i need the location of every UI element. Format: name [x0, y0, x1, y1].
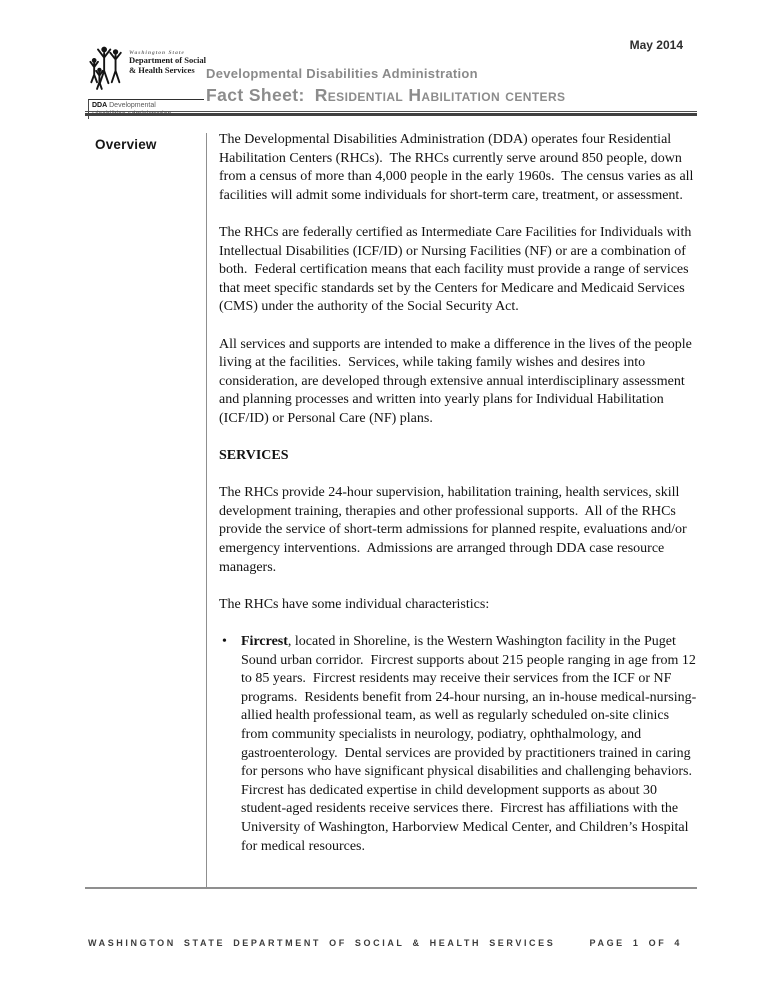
fact-sheet-subject: Residential Habilitation centers	[314, 85, 566, 105]
fircrest-lead: Fircrest	[241, 634, 288, 650]
logo-dept-line1: Department of Social	[129, 55, 206, 65]
logo-dept-line2: & Health Services	[129, 64, 195, 75]
fact-sheet-label: Fact Sheet:	[206, 85, 305, 105]
content-bottom-divider	[85, 887, 697, 889]
fact-sheet-title	[206, 85, 711, 106]
fircrest-text	[241, 634, 699, 854]
logo-dda-line1	[92, 102, 204, 111]
paragraph-services-2: The RHCs have some individual characteristics:	[219, 596, 490, 612]
main-content	[219, 131, 700, 856]
logo-dda-caption	[88, 99, 204, 119]
family-figures-icon	[88, 44, 126, 97]
paragraph-overview-2: The RHCs are federally certified as Intermediate Care Facilities for Individuals with Intellectual Disabilities (ICF/ID) or Nursing Facilities (NF) or are a combination of both. Federal certification means that each facility must provide a range of services that meet specific standards set by the Centers for Medicare and Medicaid Services (CMS) under the authority of the Social Security Act.	[219, 224, 695, 315]
administration-title: Developmental Disabilities Administration	[206, 66, 478, 81]
logo-dda-rest: Developmental	[107, 102, 156, 109]
document-date: May 2014	[629, 38, 683, 52]
logo-dda-abbr: DDA	[92, 102, 108, 109]
paragraph-services-1: The RHCs provide 24-hour supervision, habilitation training, health services, skill development training, therapies and other professional supports. All of the RHCs provide the service of short-term admissions for planned respite, evaluations and/or emergency interventions. Admissions are arranged through DDA case resource managers.	[219, 485, 691, 575]
header-divider	[85, 111, 697, 116]
footer-agency: WASHINGTON STATE DEPARTMENT OF SOCIAL & HEALTH SERVICES	[88, 938, 556, 948]
logo-dda-line2: Disabilities Administration	[92, 110, 172, 118]
dshs-logo	[88, 44, 204, 119]
footer-page-number: PAGE 1 OF 4	[589, 938, 682, 948]
paragraph-overview-1: The Developmental Disabilities Administration (DDA) operates four Residential Habilitation Centers (RHCs). The RHCs currently serve around 850 people, down from a census of more than 4,000 people in the early 1960s. The census varies as all facilities will admit some individuals for short-term care, treatment, or assessment.	[219, 132, 697, 203]
bullet-icon: •	[222, 634, 227, 650]
header-titles	[206, 66, 711, 106]
list-item-fircrest	[219, 633, 700, 856]
services-heading: SERVICES	[219, 448, 289, 464]
logo-state-label: Washington State	[129, 50, 185, 56]
dshs-logo-top	[88, 44, 204, 97]
dshs-logo-text	[129, 44, 206, 75]
page-footer	[88, 938, 682, 948]
vertical-divider	[206, 133, 207, 888]
paragraph-overview-3: All services and supports are intended to make a difference in the lives of the people living at the facilities. Services, while taking family wishes and desires into consideration, are developed through extensive annual interdisciplinary assessment and planning processes and written into yearly plans for Individual Habilitation (ICF/ID) or Personal Care (NF) plans.	[219, 336, 696, 426]
section-label-overview: Overview	[95, 137, 157, 152]
fircrest-body: , located in Shoreline, is the Western Washington facility in the Puget Sound urban corridor. Fircrest supports about 215 people ranging in age from 12 to 85 years. Fircrest residents may receive their services from the ICF or NF programs. Residents benefit from 24-hour nursing, an in-house medical-nursing-allied health professional team, as well as regularly scheduled on-site clinics from community specialists in neurology, podiatry, ophthalmology, and gastroenterology. Dental services are provided by practitioners trained in caring for persons who have significant physical disabilities and challenging behaviors. Fircrest has dedicated expertise in child development supports as about 30 student-aged residents receive services there. Fircrest has affiliations with the University of Washington, Harborview Medical Center, and Children’s Hospital for medical resources.	[241, 634, 700, 854]
